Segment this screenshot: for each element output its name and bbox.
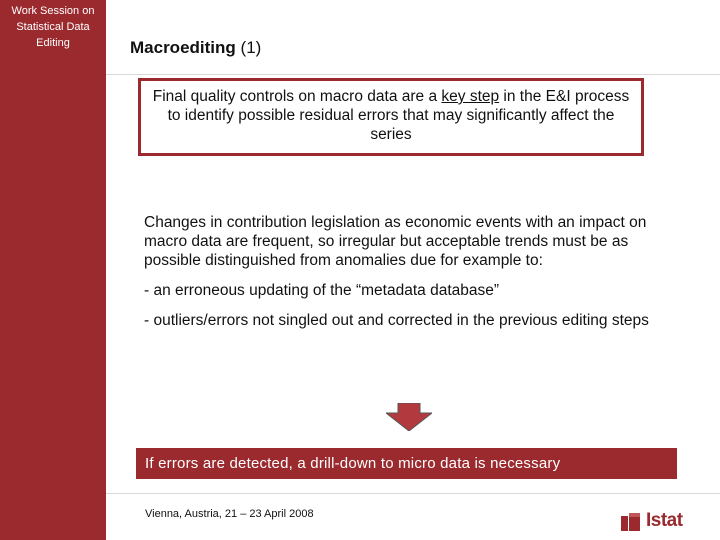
istat-logo [620, 509, 710, 533]
result-banner [136, 448, 677, 479]
body-paragraph-metadata: - an erroneous updating of the “metadata database” [144, 282, 500, 299]
body-paragraph-outliers: - outliers/errors not singled out and corrected in the previous editing steps [144, 312, 649, 329]
body-paragraph-intro: Changes in contribution legislation as economic events with an impact on macro data are frequent, so irregular but acceptable trends must be as possible distinguished from anomalies due for example to: [144, 214, 647, 269]
slide-title-main: Macroediting [130, 38, 236, 57]
session-title: Work Session on Statistical Data Editing [11, 5, 95, 49]
down-arrow-icon [386, 403, 432, 431]
sidebar [0, 0, 106, 540]
callout-underlined-text: key step [441, 88, 500, 105]
key-point-callout [138, 78, 644, 156]
slide-title [130, 38, 261, 58]
result-text: If errors are detected, a drill-down to micro data is necessary [145, 455, 561, 472]
footer-divider [106, 493, 720, 494]
callout-text-after: in the E&I process to identify possible residual errors that may significantly affect the series [167, 88, 630, 143]
slide-title-number: (1) [240, 38, 262, 57]
istat-logo-text: Istat [646, 510, 683, 531]
footer-location-date: Vienna, Austria, 21 – 23 April 2008 [145, 508, 314, 520]
title-divider [106, 74, 720, 75]
istat-logo-icon [620, 510, 642, 532]
callout-text-before: Final quality controls on macro data are a [152, 88, 442, 105]
body-text [144, 213, 664, 341]
